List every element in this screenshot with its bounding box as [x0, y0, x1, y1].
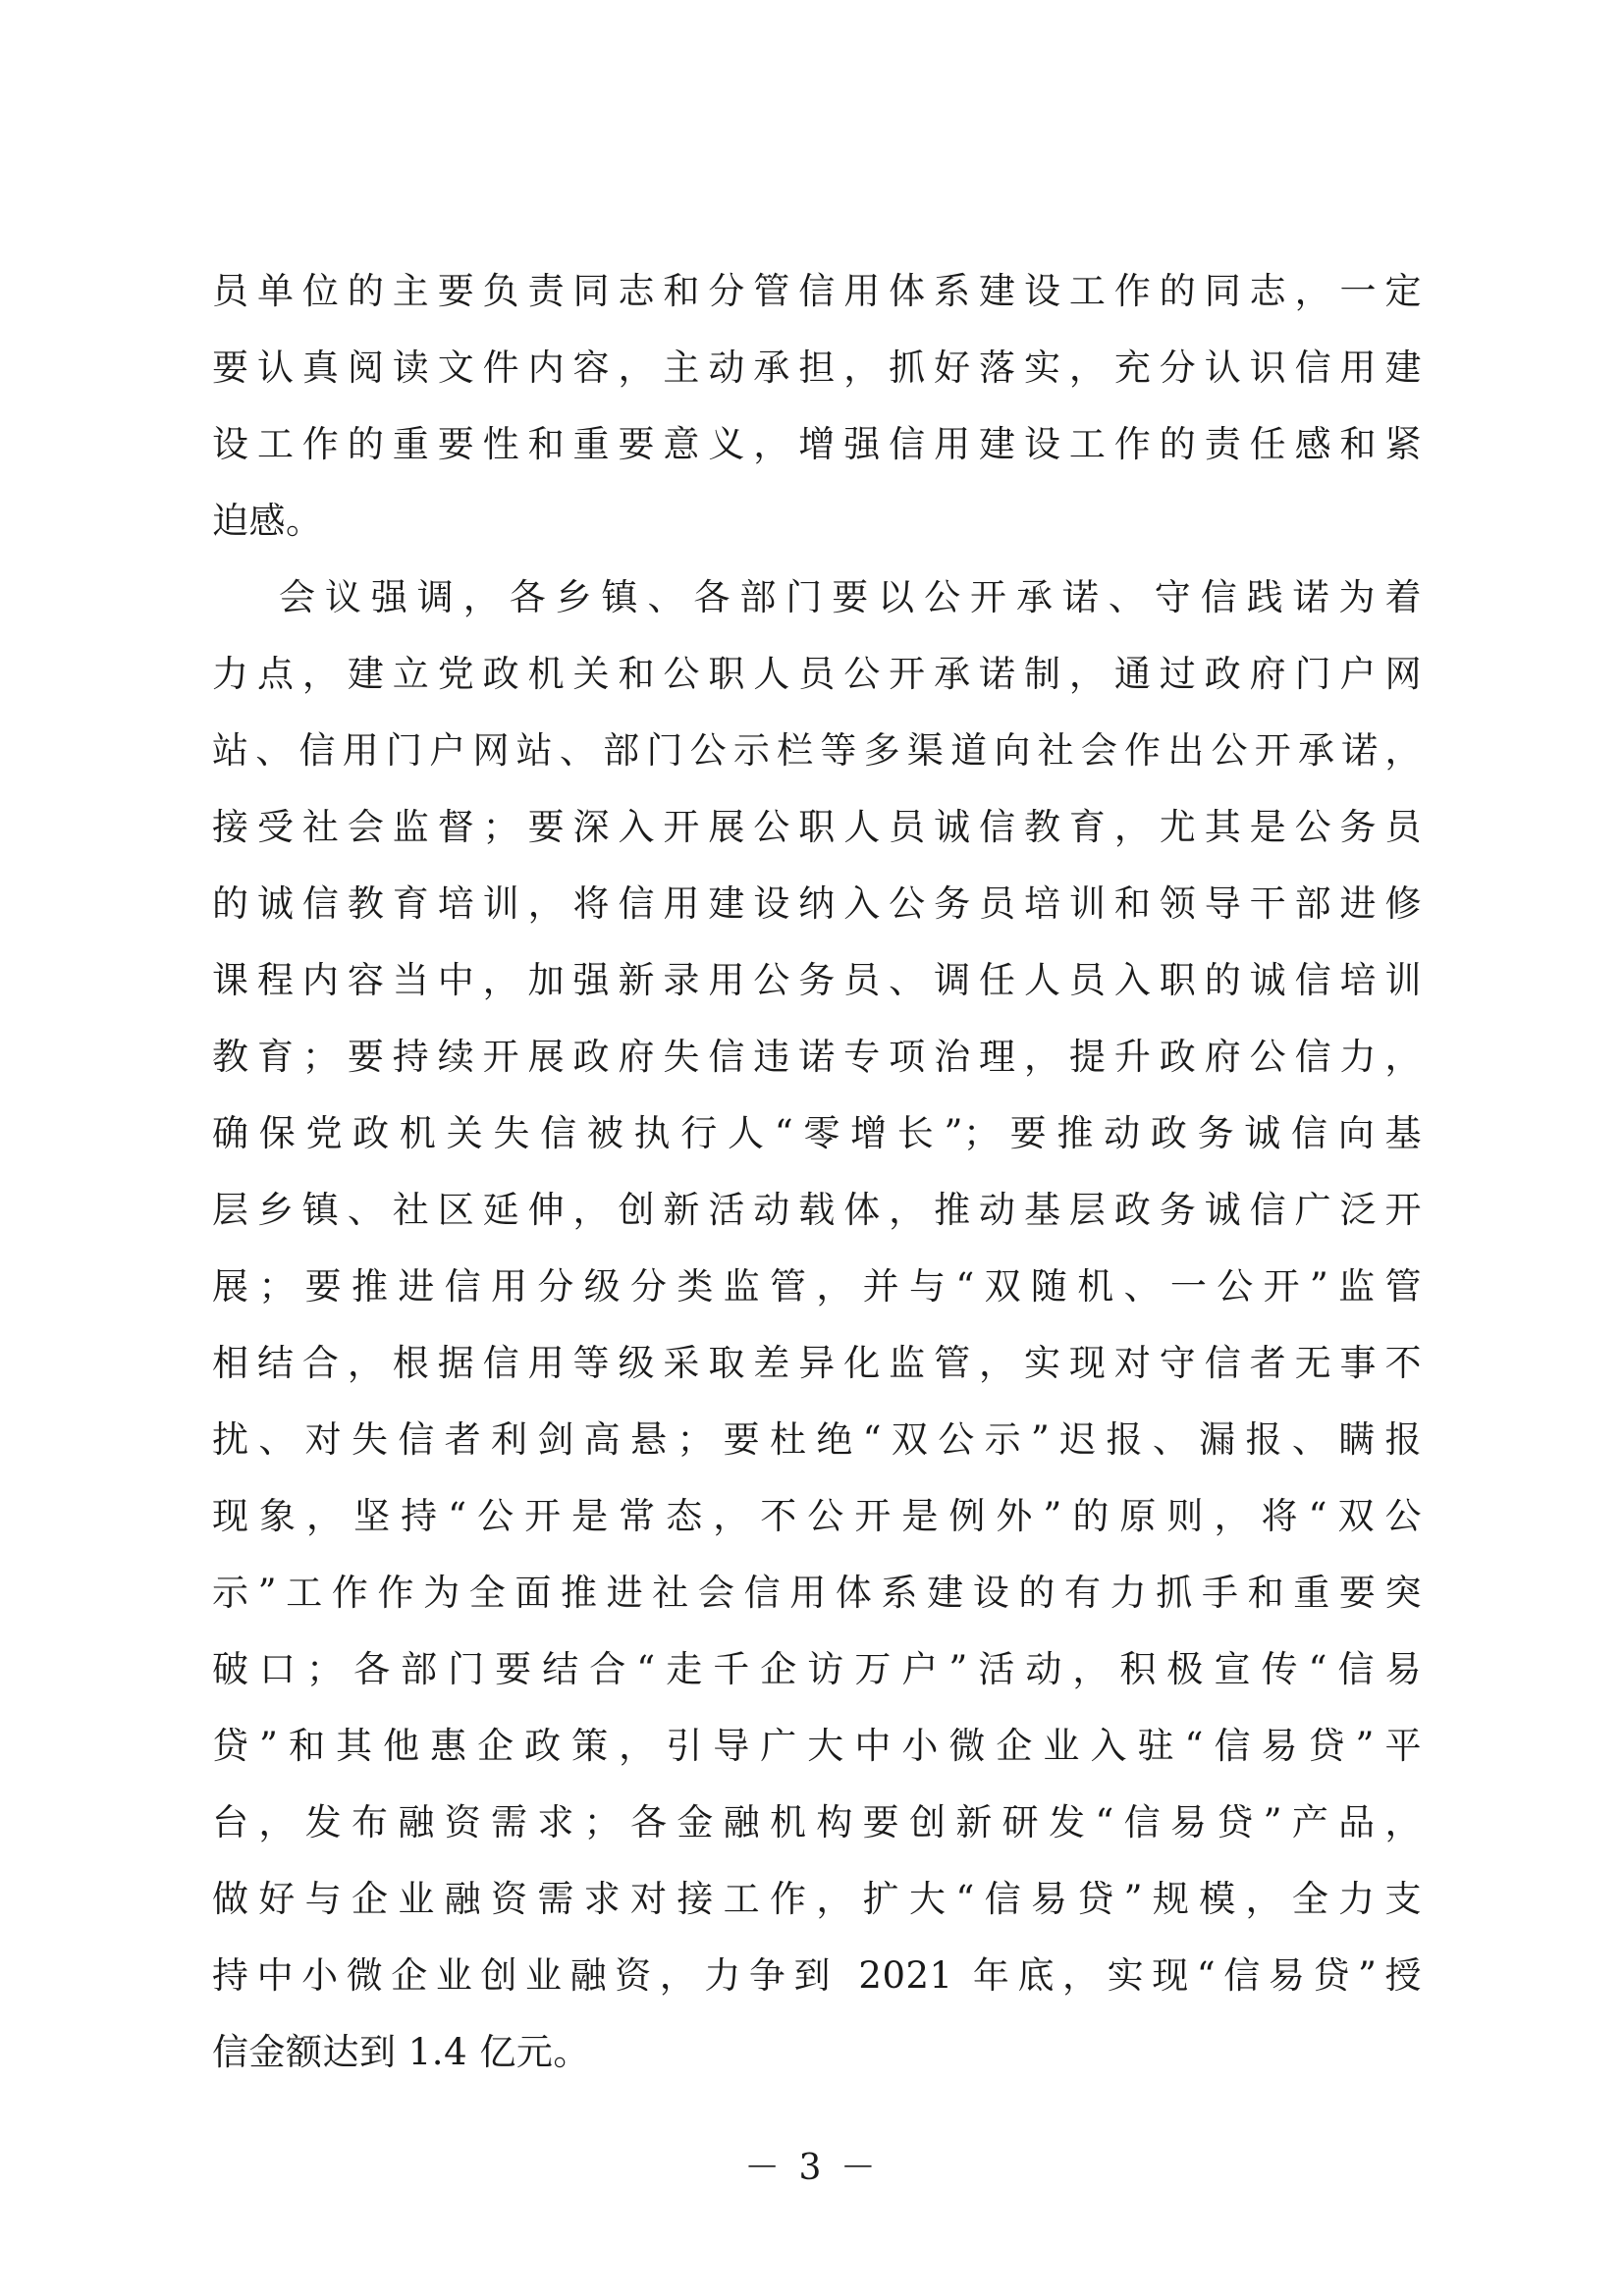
page-number: － 3 － — [744, 2148, 880, 2188]
text-line: 台，发布融资需求；各金融机构要创新研发“信易贷”产品， — [212, 1801, 1422, 1843]
text-line: 的诚信教育培训，将信用建设纳入公务员培训和领导干部进修 — [212, 882, 1422, 925]
text-line: 教育；要持续开展政府失信违诺专项治理，提升政府公信力， — [212, 1036, 1422, 1078]
text-line: 确保党政机关失信被执行人“零增长”；要推动政务诚信向基 — [212, 1112, 1422, 1154]
body-text — [212, 253, 1422, 2091]
text-line: 力点，建立党政机关和公职人员公开承诺制，通过政府门户网 — [212, 653, 1422, 695]
text-line: 层乡镇、社区延伸，创新活动载体，推动基层政务诚信广泛开 — [212, 1189, 1422, 1231]
text-line: 现象，坚持“公开是常态，不公开是例外”的原则，将“双公 — [212, 1495, 1422, 1537]
text-line: 员单位的主要负责同志和分管信用体系建设工作的同志，一定 — [212, 270, 1422, 312]
text-line: 接受社会监督；要深入开展公职人员诚信教育，尤其是公务员 — [212, 806, 1422, 848]
text-line: 信金额达到 1.4 亿元。 — [212, 2031, 590, 2073]
text-line: 持中小微企业创业融资，力争到 2021 年底，实现“信易贷”授 — [212, 1954, 1422, 1997]
text-line: 相结合，根据信用等级采取差异化监管，实现对守信者无事不 — [212, 1342, 1422, 1384]
text-line: 展；要推进信用分级分类监管，并与“双随机、一公开”监管 — [212, 1265, 1422, 1308]
text-line: 做好与企业融资需求对接工作，扩大“信易贷”规模，全力支 — [212, 1878, 1422, 1920]
text-line: 设工作的重要性和重要意义，增强信用建设工作的责任感和紧 — [212, 423, 1422, 465]
text-line: 破口；各部门要结合“走千企访万户”活动，积极宣传“信易 — [212, 1648, 1422, 1690]
text-line: 会议强调，各乡镇、各部门要以公开承诺、守信践诺为着 — [279, 576, 1422, 618]
text-line: 站、信用门户网站、部门公示栏等多渠道向社会作出公开承诺， — [212, 729, 1422, 772]
text-line: 贷”和其他惠企政策，引导广大中小微企业入驻“信易贷”平 — [212, 1725, 1422, 1767]
text-line: 要认真阅读文件内容，主动承担，抓好落实，充分认识信用建 — [212, 347, 1422, 389]
text-line: 示”工作作为全面推进社会信用体系建设的有力抓手和重要突 — [212, 1572, 1422, 1614]
text-line: 迫感。 — [212, 500, 323, 542]
text-line: 扰、对失信者利剑高悬；要杜绝“双公示”迟报、漏报、瞒报 — [212, 1418, 1422, 1461]
text-line: 课程内容当中，加强新录用公务员、调任人员入职的诚信培训 — [212, 959, 1422, 1001]
